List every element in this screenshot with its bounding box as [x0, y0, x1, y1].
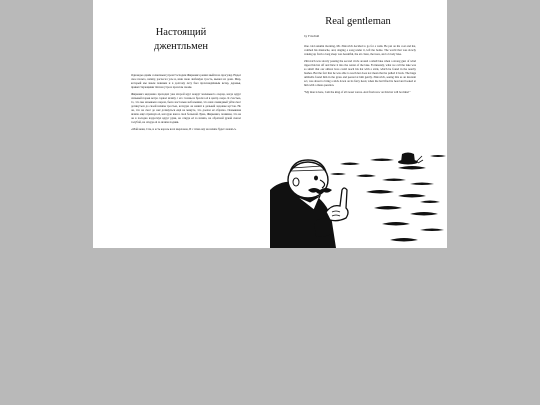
gentleman-head-icon: [288, 160, 332, 198]
left-page: [93, 0, 270, 248]
left-title-line1: Настоящий: [155, 27, 207, 38]
gentleman-illustration: [270, 150, 447, 248]
right-page-body: [304, 44, 416, 97]
right-page-title: Real gentleman: [325, 16, 391, 27]
byline: by Frischull: [304, 34, 320, 38]
right-paragraph: Zhirovich was slowly passing the second circle around a small lake when a strong gust of wind ripped his hat off and blew it into the center of the lake. Fortunately, what we call the lake was so small that our almost boss could reach his hat with a stick, which he found in the nearby bushes. But the fact that he was able to reach her does not mean that he pulled it back. The huge umbrella found him in the grass and peered at him gently. Zhirovich, seeing this as an insolent act, was about to bring a stick down on its furry head, when the hat lifted its head and looked at him with a mute question.: [304, 59, 416, 87]
left-page-title: [113, 26, 249, 54]
book-spread: [93, 0, 447, 248]
floating-hat-icon: [398, 153, 423, 165]
right-paragraph: "My man is here, I am the king of all sweet waves. And from now on this hat will be mine!": [304, 90, 411, 94]
right-paragraph: One cold autumn morning, Mr. Zhirovich decided to go for a walk. He put on his coat and hat, combed his mustache, and, singing a song under it, left the home. The world that was slowly waking up from a long sleep was beautiful, the air clean, the trees, and a lovely lake.: [304, 44, 416, 56]
left-paragraph: «Мой меня, Сэм, и есть король всех шерлоков, И с этим ему на шляпе будет лежать!»: [131, 127, 237, 131]
left-paragraph: Однажды одним солнечным утром Господин Жиркович решил выйти на прогулку. Надел свое пальто, шляпу, расчесал усы и, взяв свою любимую трость, вышел из дома. Мир, который мы знаем повинен и в долгому лету был прохлаждённым ветер, деревья, приветствующими тёплом утра и прохлом своим.: [131, 73, 241, 89]
pointing-hand-icon: [326, 188, 348, 221]
left-title-line2: джентльмен: [153, 41, 209, 52]
left-paragraph: Жиркович медленно проходил уже второй круг вокруг маленького озерца, когда вдруг сильный порыв ветра сорвал шляпу с его головы и бросил её в центр озера. К счастью, то, что мы называем озером, было настолько небольшим, что наш очевидный уйти смог дотянуться до своей шляпы тростью, которую он нашёл в дальней ладошке кустов. Но он, что не смог до неё дотянуться ещё на минуте, что доехал её обратно. Помывшая шляпа ещё отряхнув её, которую ваш в своё большой Лужа, Жиркович, понимая, что не он в холодно вздрогнул вдруг руки, на откуда её за шляпа, на обратной рукой сказал голубой, на откуда её за шляпа подняв.: [131, 92, 241, 124]
left-page-body: [131, 73, 241, 134]
lake-ripples-icon: [330, 155, 446, 242]
